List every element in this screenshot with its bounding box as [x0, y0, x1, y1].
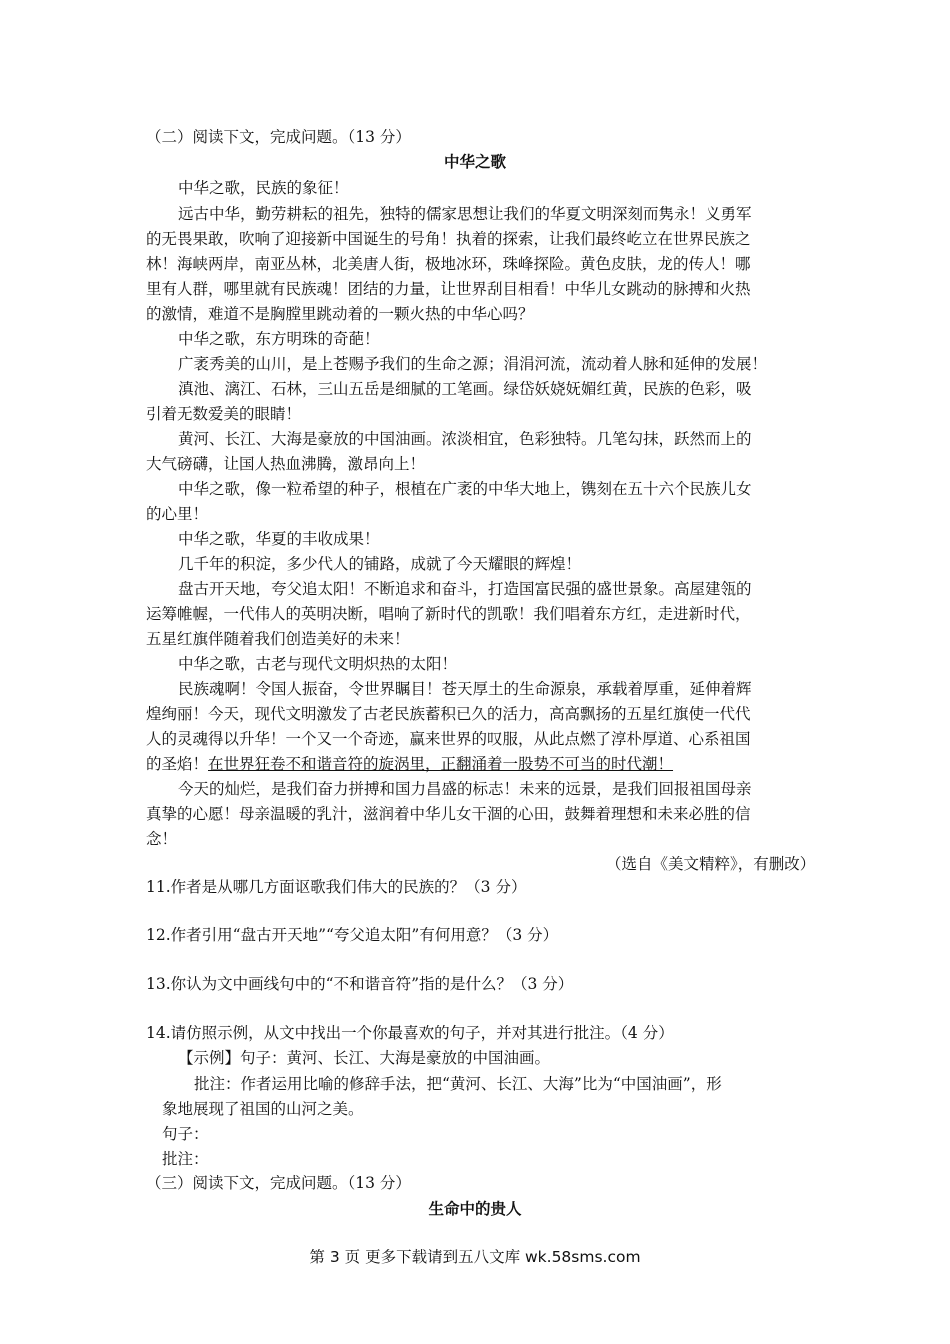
section-3-header: （三）阅读下文，完成问题。（13 分）	[146, 1174, 411, 1192]
article-title: 中华之歌	[443, 153, 506, 171]
paragraph-line: 滇池、漓江、石林，三山五岳是细腻的工笔画。绿岱妖娆妩媚红黄，民族的色彩，吸	[178, 380, 752, 398]
paragraph-line: 远古中华，勤劳耕耘的祖先，独特的儒家思想让我们的华夏文明深刻而隽永！义勇军	[178, 205, 752, 223]
section-3-title: 生命中的贵人	[428, 1200, 522, 1218]
paragraph-line: 真挚的心愿！母亲温暖的乳汁，滋润着中华儿女干涸的心田，鼓舞着理想和未来必胜的信	[146, 805, 751, 823]
underlined-sentence-line	[146, 753, 673, 775]
example-note-line: 象地展现了祖国的山河之美。	[162, 1100, 364, 1118]
source-citation: （选自《美文精粹》，有删改）	[606, 855, 816, 873]
paragraph-line: 的无畏果敢，吹响了迎接新中国诞生的号角！执着的探索，让我们最终屹立在世界民族之	[146, 230, 751, 248]
paragraph-line: 民族魂啊！令国人振奋，令世界瞩目！苍天厚土的生命源泉，承载着厚重，延伸着辉	[178, 680, 752, 698]
example-note-line: 批注：作者运用比喻的修辞手法，把“黄河、长江、大海”比为“中国油画”，形	[194, 1075, 722, 1093]
paragraph-line: 林！海峡两岸，南亚丛林，北美唐人街，极地冰环，珠峰探险。黄色皮肤，龙的传人！哪	[146, 255, 751, 273]
paragraph-line: 几千年的积淀，多少代人的铺路，成就了今天耀眼的辉煌！	[178, 555, 582, 573]
underlined-sentence: 在世界狂卷不和谐音符的旋涡里，正翻涌着一股势不可当的时代潮！	[208, 755, 674, 773]
page-footer: 第 3 页 更多下载请到五八文库 wk.58sms.com	[309, 1248, 641, 1266]
paragraph-line: 煌绚丽！今天，现代文明激发了古老民族蓄积已久的活力，高高飘扬的五星红旗使一代代	[146, 705, 751, 723]
question-13: 13.你认为文中画线句中的“不和谐音符”指的是什么？（3 分）	[146, 975, 574, 993]
paragraph-line: 的心里！	[146, 505, 209, 523]
paragraph-line: 今天的灿烂，是我们奋力拼搏和国力昌盛的标志！未来的远景，是我们回报祖国母亲	[178, 780, 752, 798]
paragraph-line: 中华之歌，古老与现代文明炽热的太阳！	[178, 655, 458, 673]
paragraph-line: 人的灵魂得以升华！一个又一个奇迹，赢来世界的叹服，从此点燃了淳朴厚道、心系祖国	[146, 730, 751, 748]
paragraph-line: 引着无数爱美的眼睛！	[146, 405, 302, 423]
example-sentence: 【示例】句子：黄河、长江、大海是豪放的中国油画。	[178, 1049, 551, 1067]
underline-prefix: 的圣焰！	[146, 755, 209, 773]
paragraph-line: 运筹帷幄，一代伟人的英明决断，唱响了新时代的凯歌！我们唱着东方红，走进新时代，	[146, 605, 751, 623]
paragraph-line: 大气磅礴，让国人热血沸腾，激昂向上！	[146, 455, 426, 473]
question-14: 14.请仿照示例，从文中找出一个你最喜欢的句子，并对其进行批注。（4 分）	[146, 1024, 674, 1042]
paragraph-line: 中华之歌，华夏的丰收成果！	[178, 530, 380, 548]
paragraph-line: 五星红旗伴随着我们创造美好的未来！	[146, 630, 410, 648]
paragraph-line: 中华之歌，民族的象征！	[178, 179, 349, 197]
paragraph-line: 中华之歌，像一粒希望的种子，根植在广袤的中华大地上，镌刻在五十六个民族儿女	[178, 480, 752, 498]
paragraph-line: 广袤秀美的山川，是上苍赐予我们的生命之源；涓涓河流，流动着人脉和延伸的发展！	[178, 355, 768, 373]
paragraph-line: 的激情，难道不是胸膛里跳动着的一颗火热的中华心吗？	[146, 305, 534, 323]
paragraph-line: 黄河、长江、大海是豪放的中国油画。浓淡相宜，色彩独特。几笔勾抹，跃然而上的	[178, 430, 752, 448]
section-2-header: （二）阅读下文，完成问题。（13 分）	[146, 128, 411, 146]
paragraph-line: 念！	[146, 830, 178, 848]
answer-note-label: 批注：	[162, 1150, 209, 1168]
paragraph-line: 盘古开天地，夸父追太阳！不断追求和奋斗，打造国富民强的盛世景象。高屋建瓴的	[178, 580, 752, 598]
answer-sentence-label: 句子：	[162, 1125, 209, 1143]
question-11: 11.作者是从哪几方面讴歌我们伟大的民族的？（3 分）	[146, 878, 527, 896]
question-12: 12.作者引用“盘古开天地”“夸父追太阳”有何用意？（3 分）	[146, 926, 559, 944]
paragraph-line: 里有人群，哪里就有民族魂！团结的力量，让世界刮目相看！中华儿女跳动的脉搏和火热	[146, 280, 751, 298]
paragraph-line: 中华之歌，东方明珠的奇葩！	[178, 330, 380, 348]
